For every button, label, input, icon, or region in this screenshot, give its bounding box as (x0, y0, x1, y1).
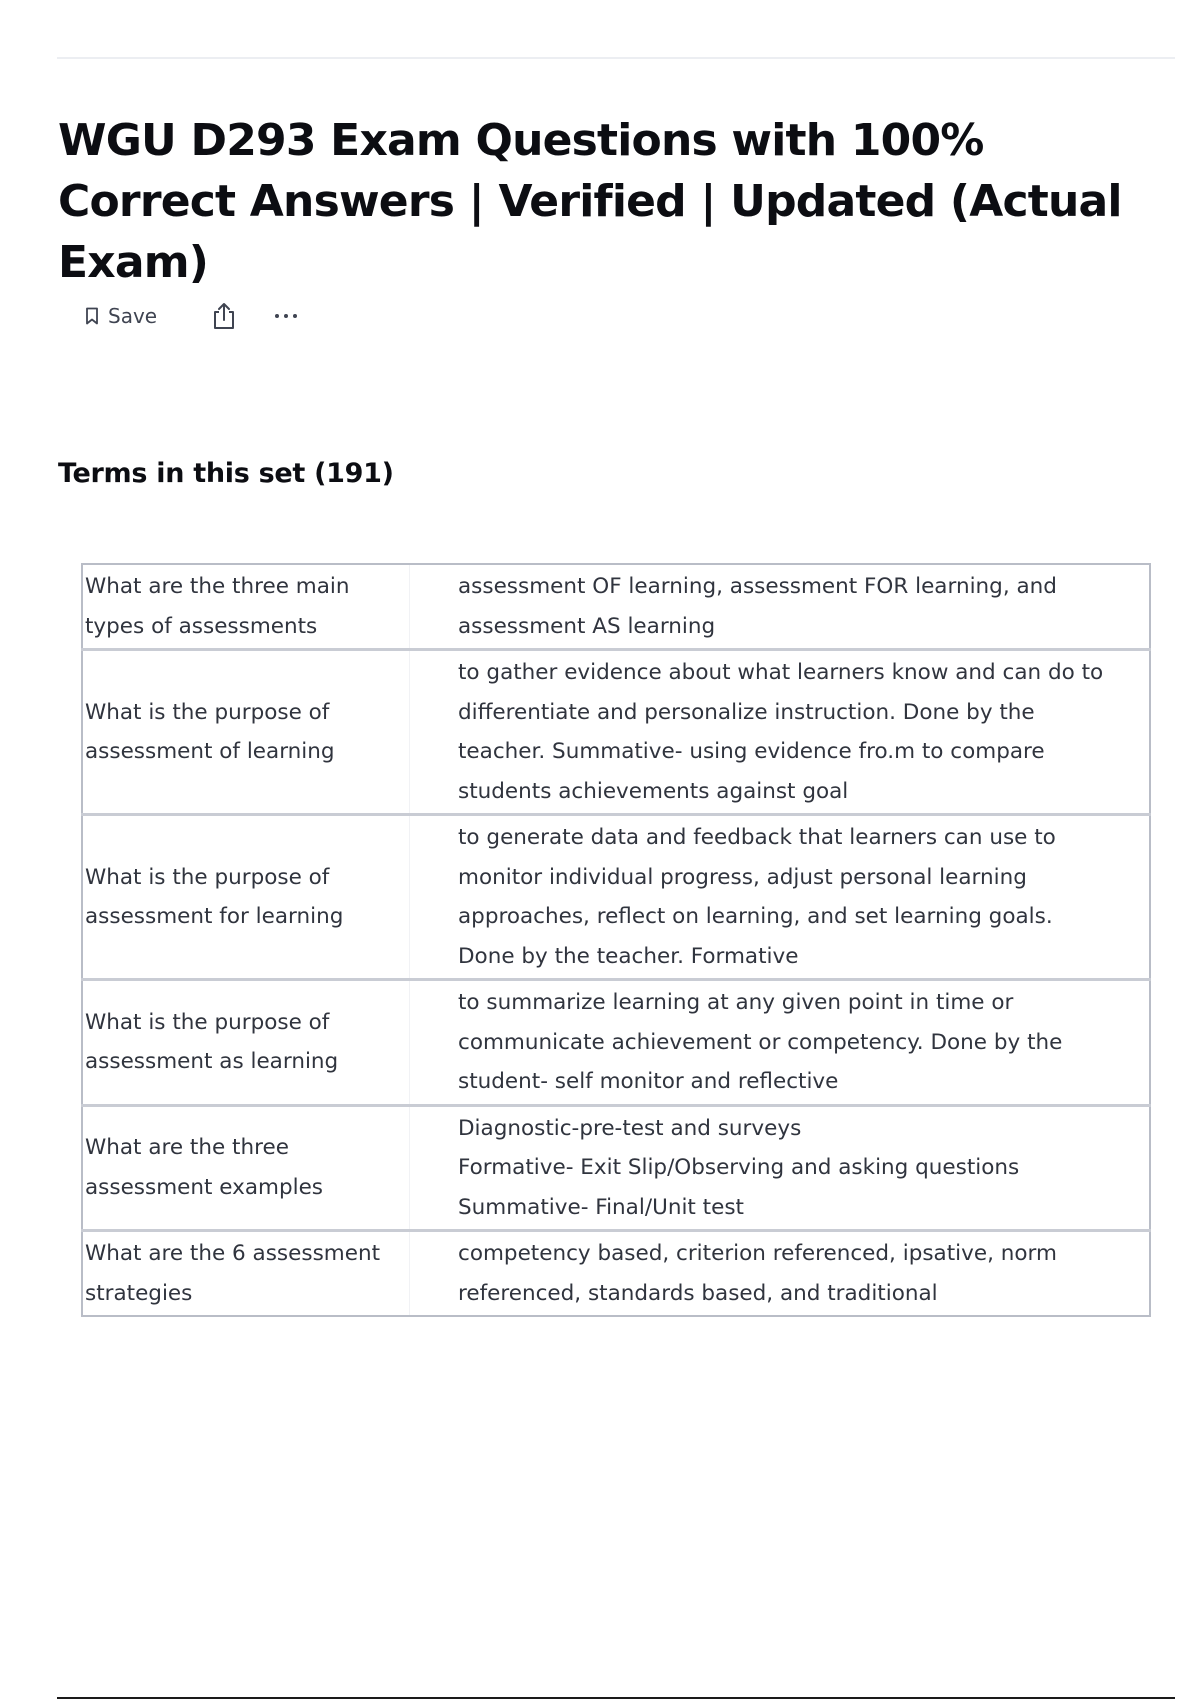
more-icon-dot (284, 314, 288, 318)
definition-cell: assessment OF learning, assessment FOR learning, and assessment AS learning (458, 574, 1057, 639)
definition-line: Diagnostic-pre-test and surveys (458, 1115, 802, 1141)
definition-line: Summative- Final/Unit test (458, 1194, 744, 1220)
definition-cell: competency based, criterion referenced, ipsative, norm referenced, standards based, and traditional (458, 1241, 1057, 1306)
term-row (82, 650, 1150, 815)
definition-cell (410, 1105, 1151, 1231)
more-icon-dot (275, 314, 279, 318)
definition-cell: to generate data and feedback that learners can use to monitor individual progress, adjust personal learning approaches, reflect on learning, and set learning goals. Done by the teacher. Formative (458, 825, 1056, 969)
definition-cell: to summarize learning at any given point in time or communicate achievement or competency. Done by the student- self monitor and reflective (458, 990, 1063, 1094)
term-cell: What is the purpose of assessment for learning (82, 815, 410, 980)
bookmark-icon (85, 307, 99, 325)
term-row (82, 1231, 1150, 1317)
term-cell: What is the purpose of assessment as learning (82, 980, 410, 1106)
bottom-divider (57, 1697, 1175, 1699)
action-toolbar (85, 296, 297, 336)
more-options-button[interactable] (275, 306, 297, 326)
definition-line: Formative- Exit Slip/Observing and asking questions (458, 1155, 1020, 1180)
term-cell: What are the three assessment examples (82, 1105, 410, 1231)
share-icon (211, 301, 237, 331)
definition-cell: to gather evidence about what learners know and can do to differentiate and personalize instruction. Done by the teacher. Summative- using evidence fro.m to compare students achievements against goal (458, 660, 1104, 804)
page-title: WGU D293 Exam Questions with 100% Correct Answers | Verified | Updated (Actual Exam) (58, 115, 1122, 288)
save-label: Save (108, 304, 158, 328)
share-button[interactable] (211, 301, 237, 331)
term-row (82, 980, 1150, 1106)
more-icon-dot (293, 314, 297, 318)
term-row (82, 1105, 1150, 1231)
term-cell: What is the purpose of assessment of learning (82, 650, 410, 815)
term-cell: What are the three main types of assessments (82, 564, 410, 650)
save-button[interactable] (85, 304, 157, 328)
term-row (82, 815, 1150, 980)
term-row (82, 564, 1150, 650)
terms-table (81, 563, 1151, 1317)
top-divider (57, 57, 1175, 59)
term-cell: What are the 6 assessment strategies (82, 1231, 410, 1317)
terms-heading: Terms in this set (191) (58, 458, 394, 489)
